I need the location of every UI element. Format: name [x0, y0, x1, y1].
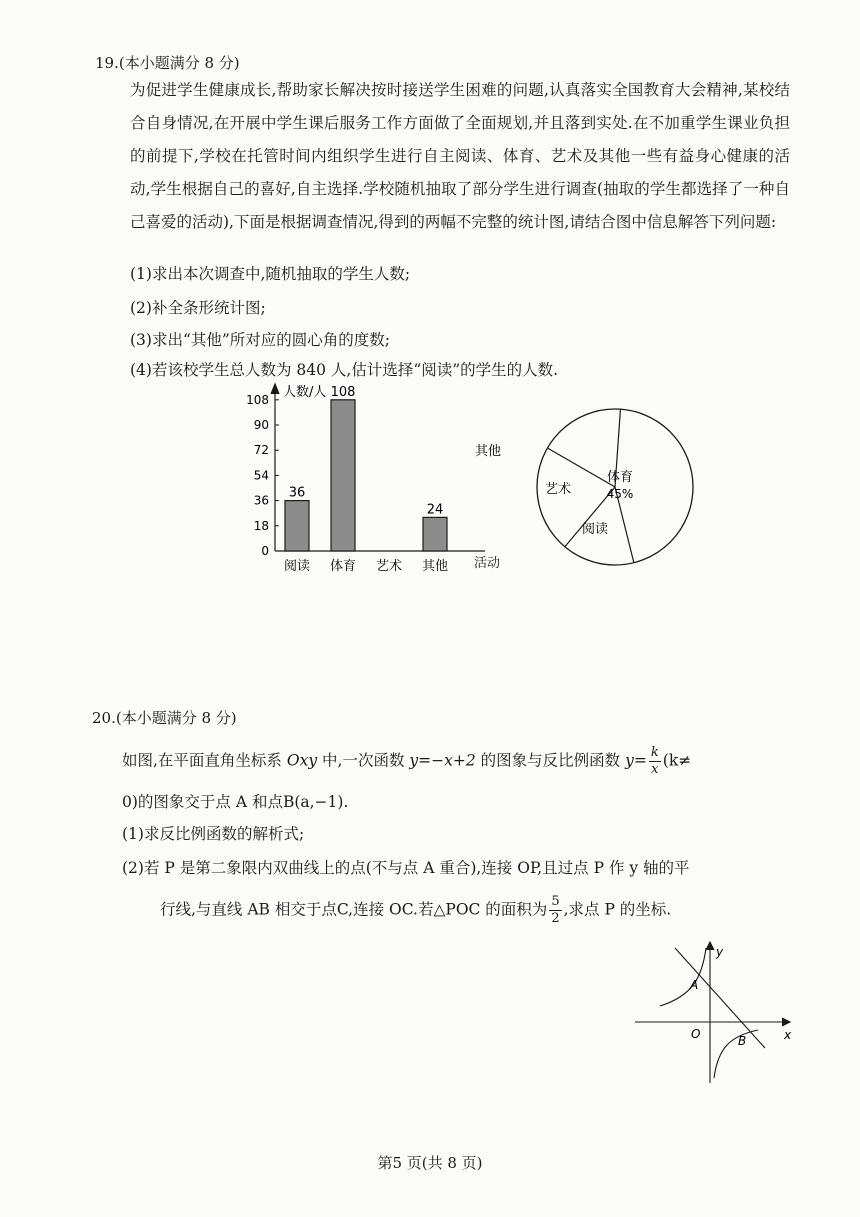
graph-label-o: O	[691, 1027, 701, 1041]
q20-frac-k-x	[649, 745, 661, 778]
bar-category-label: 艺术	[375, 559, 403, 574]
bar-y-tick-label: 108	[246, 392, 269, 407]
bar-value-label: 36	[288, 485, 306, 501]
q19-header: 19.(本小题满分 8 分)	[95, 54, 240, 72]
bar-category-label: 体育	[329, 559, 357, 574]
q20-line-1	[122, 745, 691, 778]
bar-category-label: 其他	[421, 559, 449, 574]
bar-y-axis-label: 人数/人	[283, 385, 327, 400]
q19-question-3: (3)求出“其他”所对应的圆心角的度数;	[130, 331, 391, 349]
bar-y-axis-arrow	[271, 384, 279, 394]
q19-question-4: (4)若该校学生总人数为 840 人,估计选择“阅读”的学生的人数.	[130, 361, 559, 379]
graph-label-x: x	[784, 1028, 792, 1042]
bar-y-tick-label: 36	[253, 493, 269, 508]
bar-1	[285, 501, 309, 551]
graph-hyperbola-q4	[714, 1030, 758, 1078]
q20-frac-2: 2	[551, 911, 560, 926]
q20-linear: y=−x+2	[409, 751, 476, 770]
q19-intro: 为促进学生健康成长,帮助家长解决按时接送学生困难的问题,认真落实全国教育大会精神,某校结合自身情况,在开展中学生课后服务工作方面做了全面规划,并且落到实处.在不加重学生课业负担的前提下,学校在托管时间内组织学生进行自主阅读、体育、艺术及其他一些有益身心健康的活动,学生根据自己的喜好,自主选择.学校随机抽取了部分学生进行调查(抽取的学生都选择了一种自己喜爱的活动),下面是根据调查情况,得到的两幅不完整的统计图,请结合图中信息解答下列问题:	[130, 81, 790, 231]
bar-2	[331, 400, 355, 551]
graph-label-a: A	[690, 978, 699, 992]
q20-question-2c: ,求点 P 的坐标.	[563, 900, 672, 919]
pie-percent-label: 45%	[606, 487, 634, 501]
bar-chart	[235, 380, 475, 580]
q20-question-2b-line	[160, 894, 671, 927]
pie-slice-label: 体育	[606, 470, 634, 485]
q20-frac-k: k	[650, 745, 659, 760]
q20-line-2: 0)的图象交于点 A 和点B(a,−1).	[122, 793, 349, 811]
q19-question-2: (2)补全条形统计图;	[130, 299, 266, 317]
graph-x-arrow	[782, 1018, 790, 1026]
pie-slice-label: 艺术	[544, 482, 572, 497]
bar-4	[423, 517, 447, 551]
pie-slice-label: 其他	[474, 444, 502, 459]
q20-question-2a: (2)若 P 是第二象限内双曲线上的点(不与点 A 重合),连接 OP,且过点 P 作 y 轴的平	[122, 859, 690, 877]
bar-y-tick-label: 90	[253, 418, 269, 432]
bar-y-tick-label: 0	[261, 544, 269, 558]
coordinate-graph	[630, 938, 800, 1088]
bar-value-label: 108	[330, 384, 356, 400]
graph-y-arrow	[706, 942, 714, 950]
q20-y-eq: y=	[625, 751, 647, 770]
bar-x-axis-label: 活动	[474, 556, 501, 571]
bar-y-tick-label: 54	[253, 468, 269, 483]
q20-oxy: Oxy	[286, 751, 318, 770]
q20-frac-5: 5	[551, 894, 560, 909]
q20-question-1: (1)求反比例函数的解析式;	[122, 825, 305, 843]
page-footer: 第5 页(共 8 页)	[377, 1154, 483, 1172]
q20-frac-x: x	[651, 762, 659, 777]
q19-question-1: (1)求出本次调查中,随机抽取的学生人数;	[130, 265, 411, 283]
q20-cond: (k≠	[662, 751, 692, 770]
q20-frac-5-2	[549, 894, 561, 927]
q20-question-2b: 行线,与直线 AB 相交于点C,连接 OC.若△POC 的面积为	[160, 900, 548, 919]
q20-intro-b: 中,一次函数	[322, 751, 405, 770]
graph-label-b: B	[738, 1034, 747, 1048]
q20-intro-a: 如图,在平面直角坐标系	[122, 751, 282, 770]
bar-y-tick-label: 72	[253, 443, 269, 458]
bar-y-tick-label: 18	[253, 518, 269, 533]
bar-category-label: 阅读	[283, 559, 311, 574]
q20-intro-c: 的图象与反比例函数	[480, 751, 621, 770]
graph-line-ab	[675, 948, 765, 1048]
pie-slice-label: 阅读	[581, 522, 609, 537]
bar-value-label: 24	[426, 502, 444, 518]
q20-header: 20.(本小题满分 8 分)	[92, 709, 237, 727]
graph-label-y: y	[716, 945, 724, 959]
